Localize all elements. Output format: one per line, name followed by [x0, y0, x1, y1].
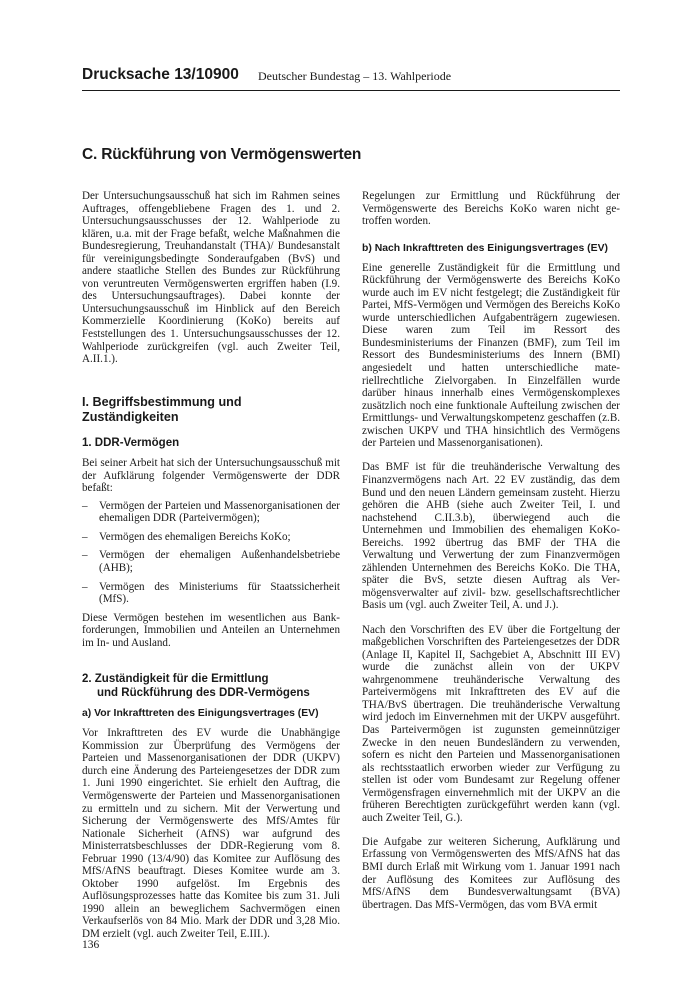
left-column [82, 190, 340, 952]
publisher-info: Deutscher Bundestag – 13. Wahlperiode [258, 69, 452, 83]
chapter-title: C. Rückführung von Vermögenswerten [82, 146, 362, 163]
page-number: 136 [82, 939, 100, 951]
list-item: – Vermögen der ehemaligen Außenhandelsbetriebe (AHB); [82, 549, 340, 574]
heading-line: und Rückführung des DDR-Vermögens [97, 686, 310, 699]
carryover-paragraph: Regelungen zur Ermittlung und Rückführung der Vermögenswerte des Bereichs KoKo waren nicht getroffen worden. [362, 190, 620, 228]
document-number: Drucksache 13/10900 [82, 66, 239, 83]
paragraph: Eine generelle Zuständigkeit für die Ermittlung und Rückführung der Vermögenswerte des Bereichs KoKo wurde auch im EV nicht festgelegt; die Zuständigkeit für Partei, MfS-Vermögen und Vermögen des Bereichs KoKo wurde unterschiedlichen Aufgabenträgern zugewiesen. Diese waren zum Teil im Ressort des Bundesministeriums der Finanzen (BMF), zum Teil im Ressort des Bundesministeriums des Innern (BMI) angesiedelt und hatten unterschiedliche materiellrechtliche Zielvorgaben. In Einzelfällen wurde darüber hinaus innerhalb eines Vermögenskomplexes zusätzlich noch eine funktionale Aufteilung zwischen der Ermittlungs- und Verwaltungskompetenz geschaffen (z.B. zwischen UKPV und THA hinsichtlich des Vermögens der Parteien und Massenorganisationen). [362, 261, 620, 450]
asset-list [82, 500, 340, 606]
subsection-heading-ddr-vermoegen: 1. DDR-Vermögen [82, 436, 180, 449]
heading-line: 2. Zuständigkeit für die Ermittlung [82, 673, 269, 686]
paragraph: Das BMF ist für die treuhänderische Verwaltung des Finanzvermögens nach Art. 22 EV zuständig, das dem Bund und den neuen Ländern gemeinsam zusteht. Hierzu gehören die AHB (siehe auch Zweiter Teil, I. und nachstehend C.II.3.b), überwiegend auch die Unternehmen und Immobilien des ehemaligen KoKo-Bereichs. 1992 übertrug das BMF der THA die Verwaltung und Verwertung der zum Finanzvermögen zählenden Unternehmen des Bereichs KoKo. Die THA, später die BvS, setzte diesen Auftrag als Vermögensverwalter auf zivil- bzw. gesellschaftsrechtlicher Basis um (vgl. auch Zweiter Teil, A. und J.). [362, 461, 620, 612]
section-heading: I. Begriffsbestimmung und Zuständigkeiten [82, 394, 242, 424]
right-column [362, 190, 620, 923]
subsection-heading-zustaendigkeit [82, 673, 340, 700]
running-header [82, 66, 620, 90]
subsection-intro: Bei seiner Arbeit hat sich der Untersuchungsausschuß mit der Aufklärung folgender Vermögenswerte der DDR befaßt: [82, 457, 340, 495]
subsubsection-heading-vor-ev: a) Vor Inkrafttreten des Einigungsvertrages (EV) [82, 708, 319, 720]
vor-ev-paragraph: Vor Inkrafttreten des EV wurde die Unabhängige Kommission zur Überprüfung des Vermögens der Parteien und Massenorganisationen der DDR (UKPV) durch eine Änderung des Parteiengesetzes der DDR zum 1. Juni 1990 eingerichtet. Sie erhielt den Auftrag, die Vermögenswerte der Parteien und Massenorganisationen zu ermitteln und zu sichern. Mit der Verwertung und Sicherung der Vermögenswerte des MfS/Amtes für Nationale Sicherheit (AfNS) war aufgrund des Ministerratsbeschlusses der DDR-Regierung vom 8. Februar 1990 (13/4/90) das Komitee zur Auflösung des MfS/AfNS beauftragt. Dieses Komitee wurde am 3. Oktober 1990 aufgelöst. Im Ergebnis des Auflösungsprozesses hatte das Komitee bis zum 31. Juli 1990 allein an beweglichem Sachvermögen einen Verkaufserlös von 84 Mio. Mark der DDR und 3,28 Mio. DM erzielt (vgl. auch Zweiter Teil, E.III.). [82, 727, 340, 941]
header-rule [82, 90, 620, 91]
subsubsection-heading-nach-ev: b) Nach Inkrafttreten des Einigungsvertrages (EV) [362, 242, 608, 254]
list-item: – Vermögen der Parteien und Massenorganisationen der ehemaligen DDR (Parteivermögen); [82, 500, 340, 525]
paragraph: Die Aufgabe zur weiteren Sicherung, Aufklärung und Erfassung von Vermögenswerten des MfS/AfNS hat das BMI durch Erlaß mit Wirkung vom 1. Januar 1991 nach der Auflösung des Komitees zur Auflösung des MfS/AfNS dem Bundesverwaltungsamt (BVA) übertragen. Das MfS-Vermögen, das vom BVA ermit [362, 835, 620, 911]
subsection-outro: Diese Vermögen bestehen im wesentlichen aus Bankforderungen, Immobilien und Anteilen an Unternehmen im In- und Ausland. [82, 611, 340, 649]
paragraph: Nach den Vorschriften des EV über die Fortgeltung der maßgeblichen Vorschriften des Parteiengesetzes der DDR (Anlage II, Kapitel II, Sachgebiet A, Abschnitt III EV) wurde die zunächst allein von der UKPV wahrgenommene treuhänderische Verwaltung des Parteivermögens mit Inkrafttreten des EV auf die THA/BvS übertragen. Die treuhänderische Verwaltung wird jedoch im Einvernehmen mit der UKPV ausgeführt. Das Parteivermögen ist zugunsten gemeinnütziger Zwecke in den neuen Bundesländern zu verwenden, sofern es nicht den Parteien und Massenorganisationen als rechtsstaatlich erworben wieder zur Verfügung zu stellen ist oder vom Bundesamt zur Regelung offener Vermögensfragen einvernehmlich mit der UKPV an die früheren Berechtigten zurückgeführt werden kann (vgl. auch Zweiter Teil, G.). [362, 623, 620, 824]
list-item: – Vermögen des Ministeriums für Staatssicherheit (MfS). [82, 581, 340, 606]
list-item: – Vermögen des ehemaligen Bereichs KoKo; [82, 531, 340, 544]
intro-paragraph: Der Untersuchungsausschuß hat sich im Rahmen seines Auftrages, offengebliebene Fragen des 1. und 2. Untersuchungsausschusses der 12. Wahlperiode zu klären, u.a. mit der Frage befaßt, welche Maßnahmen die Bundesregierung, Treuhandanstalt (THA)/ Bundesanstalt für vereinigungsbedingte Sonderaufgaben (BvS) und andere staatliche Stellen des Bundes zur Rückführung von veruntreuten Vermögenswerten ergriffen haben (I.9. des Untersuchungsauftrages). Dabei konnte der Untersuchungsausschuß im Hinblick auf den Bereich Kommerzielle Koordinierung (KoKo) bereits auf Feststellungen des 1. Untersuchungsausschusses der 12. Wahlperiode zurückgreifen (vgl. auch Zweiter Teil, A.II.1.). [82, 190, 340, 366]
